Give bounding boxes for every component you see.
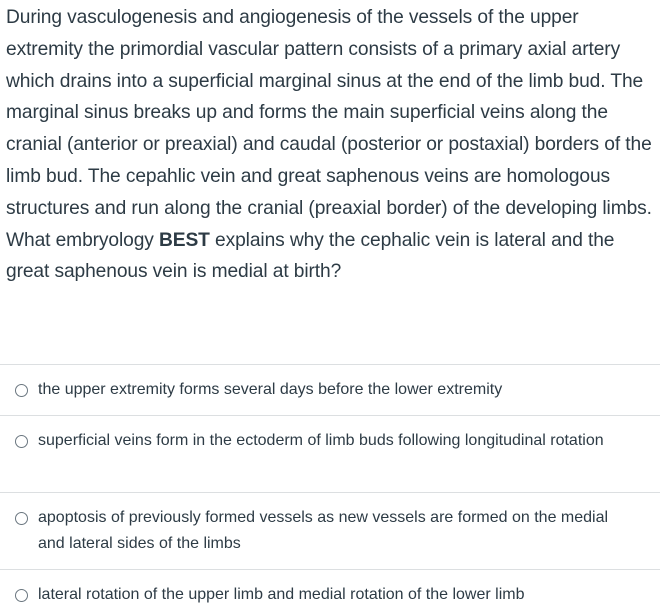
radio-button-icon[interactable]	[15, 512, 28, 525]
question-text-part-1: During vasculogenesis and angiogenesis of the vessels of the upper extremity the primordial vascular pattern consists of a primary axial artery which drains into a superficial marginal sinus at the end of the limb bud. The marginal sinus breaks up and forms the main superficial veins along the cranial (anterior or preaxial) and caudal (posterior or postaxial) borders of the limb bud. The cepahlic vein and great saphenous veins are homologous structures and run along the cranial (preaxial border) of the developing limbs. What embryology	[6, 7, 652, 251]
answer-option-3[interactable]	[0, 493, 660, 569]
answer-option-label: the upper extremity forms several days before the lower extremity	[38, 381, 503, 398]
radio-button-icon[interactable]	[15, 384, 28, 397]
answer-option-4[interactable]	[0, 570, 660, 612]
question-text-part-2: explains why the cephalic vein is lateral and the great saphenous vein is medial at birth?	[6, 229, 615, 283]
question-emphasis: BEST	[159, 229, 210, 251]
answer-option-2[interactable]	[0, 416, 660, 492]
answer-list	[0, 364, 660, 612]
answer-option-label: lateral rotation of the upper limb and medial rotation of the lower limb	[38, 586, 525, 603]
question-text	[6, 2, 656, 288]
answer-option-label: apoptosis of previously formed vessels as new vessels are formed on the medial and lateral sides of the limbs	[38, 509, 609, 552]
radio-button-icon[interactable]	[15, 589, 28, 602]
answer-option-1[interactable]	[0, 365, 660, 415]
radio-button-icon[interactable]	[15, 435, 28, 448]
answer-option-label: superficial veins form in the ectoderm of limb buds following longitudinal rotation	[38, 432, 604, 449]
